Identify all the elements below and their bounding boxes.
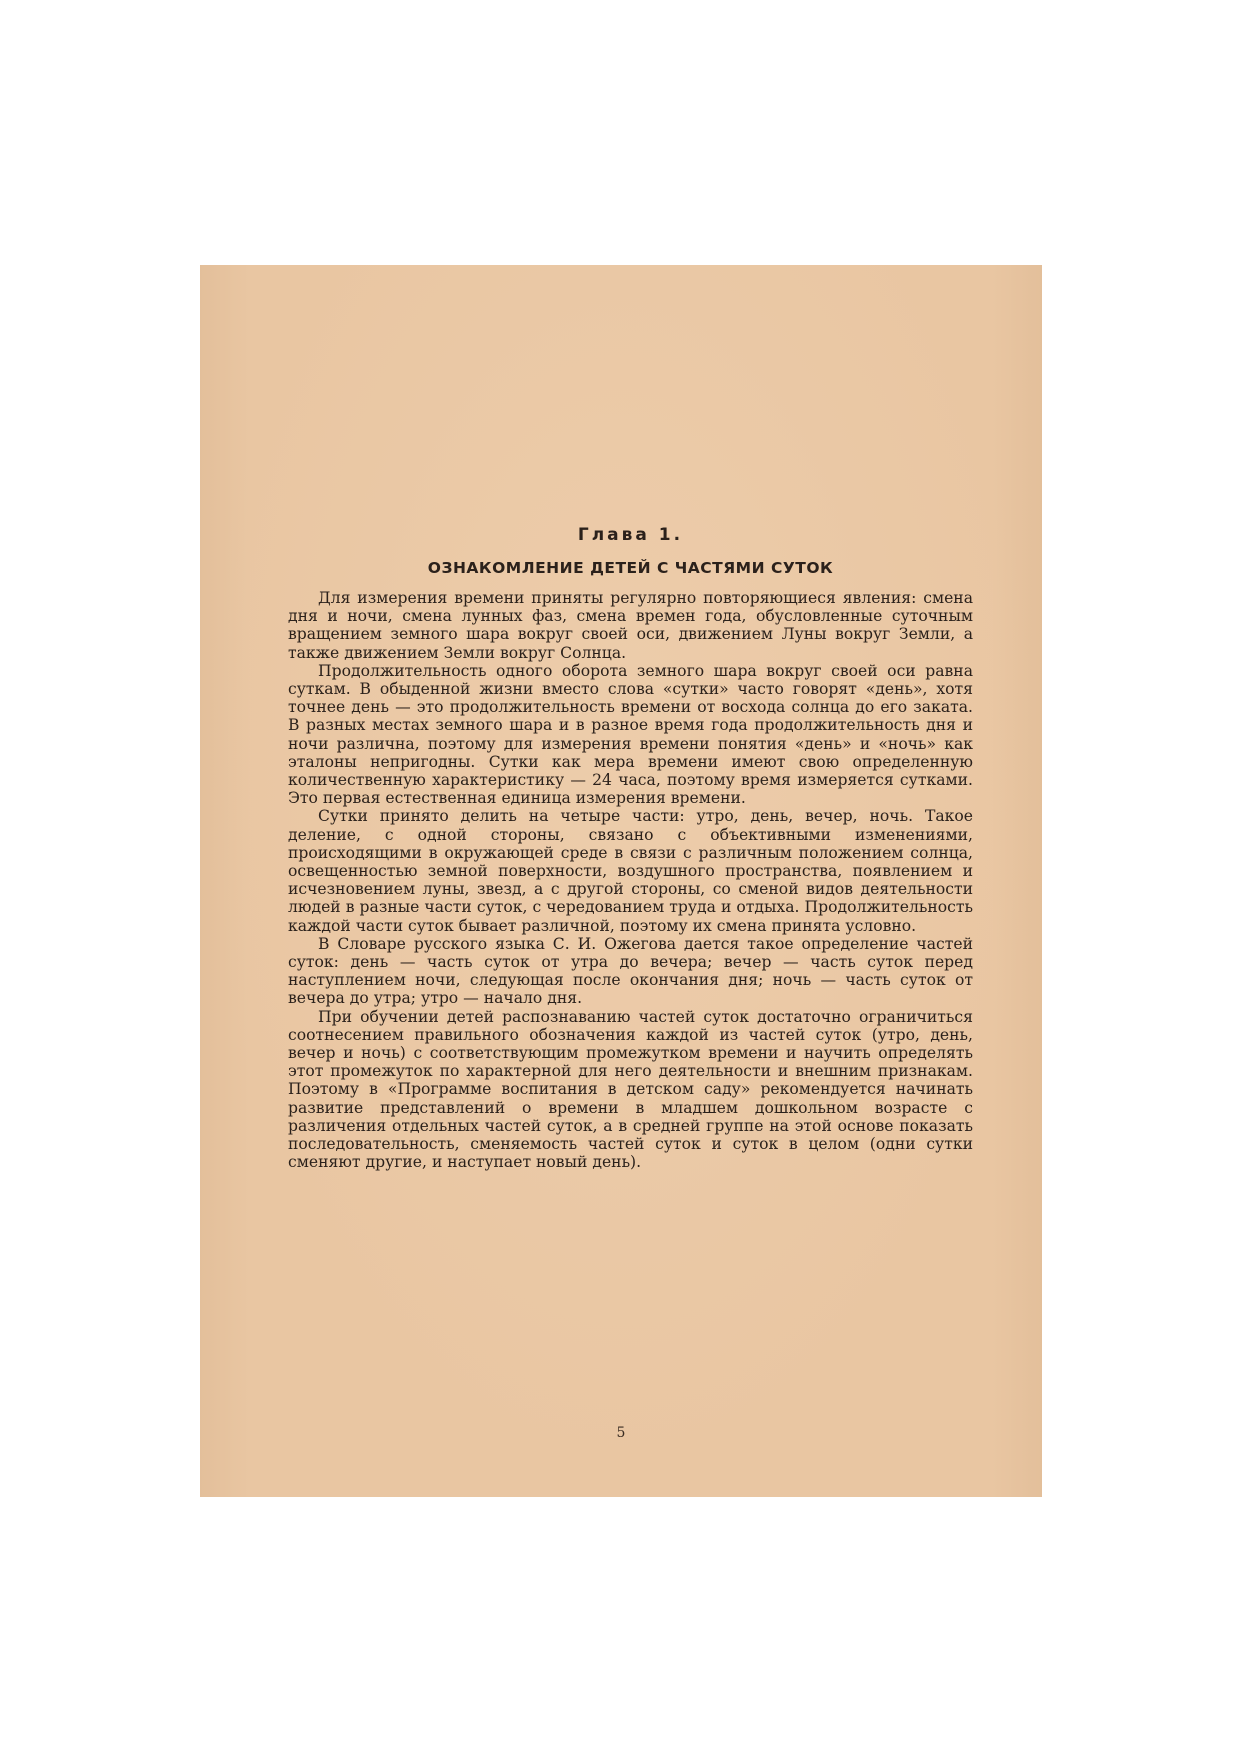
paragraph-2: Продолжительность одного оборота земного шара вокруг своей оси равна суткам. В обыденной жизни вместо слова «сутки» часто говорят «день», хотя точнее день — это продолжительность времени от восхода солнца до его заката. В разных местах земного шара и в разное время года продолжительность дня и ночи различна, поэтому для измерения времени понятия «день» и «ночь» как эталоны непригодны. Сутки как мера времени имеют свою определенную количественную характеристику — 24 часа, поэтому время измеряется сутками. Это первая естественная единица измерения времени.: [288, 661, 973, 808]
paragraph-5: При обучении детей распознаванию частей суток достаточно ограничиться соотнесением правильного обозначения каждой из частей суток (утро, день, вечер и ночь) с соответствующим промежутком времени и научить определять этот промежуток по характерной для него деятельности и внешним признакам. Поэтому в «Программе воспитания в детском саду» рекомендуется начинать развитие представлений о времени в младшем дошкольном возрасте с различения отдельных частей суток, а в средней группе на этой основе показать последовательность, сменяемость частей суток и суток в целом (одни сутки сменяют другие, и наступает новый день).: [288, 1007, 973, 1172]
page-number: 5: [616, 1425, 626, 1441]
paragraph-3: Сутки принято делить на четыре части: утро, день, вечер, ночь. Такое деление, с одной стороны, связано с объективными изменениями, происходящими в окружающей среде в связи с различным положением солнца, освещенностью земной поверхности, воздушного пространства, появлением и исчезновением луны, звезд, а с другой стороны, со сменой видов деятельности людей в разные части суток, с чередованием труда и отдыха. Продолжительность каждой части суток бывает различной, поэтому их смена принята условно.: [288, 807, 973, 935]
chapter-title: ОЗНАКОМЛЕНИЕ ДЕТЕЙ С ЧАСТЯМИ СУТОК: [427, 559, 834, 577]
paragraph-1: Для измерения времени приняты регулярно повторяющиеся явления: смена дня и ночи, смена лунных фаз, смена времен года, обусловленные суточным вращением земного шара вокруг своей оси, движением Луны вокруг Земли, а также движением Земли вокруг Солнца.: [288, 589, 973, 662]
chapter-label: Глава 1.: [577, 525, 684, 545]
page-content: [288, 525, 973, 1172]
paragraph-4: В Словаре русского языка С. И. Ожегова дается такое определение частей суток: день — часть суток от утра до вечера; вечер — часть суток перед наступлением ночи, следующая после окончания дня; ночь — часть суток от вечера до утра; утро — начало дня.: [288, 934, 973, 1008]
book-page: [200, 265, 1042, 1497]
